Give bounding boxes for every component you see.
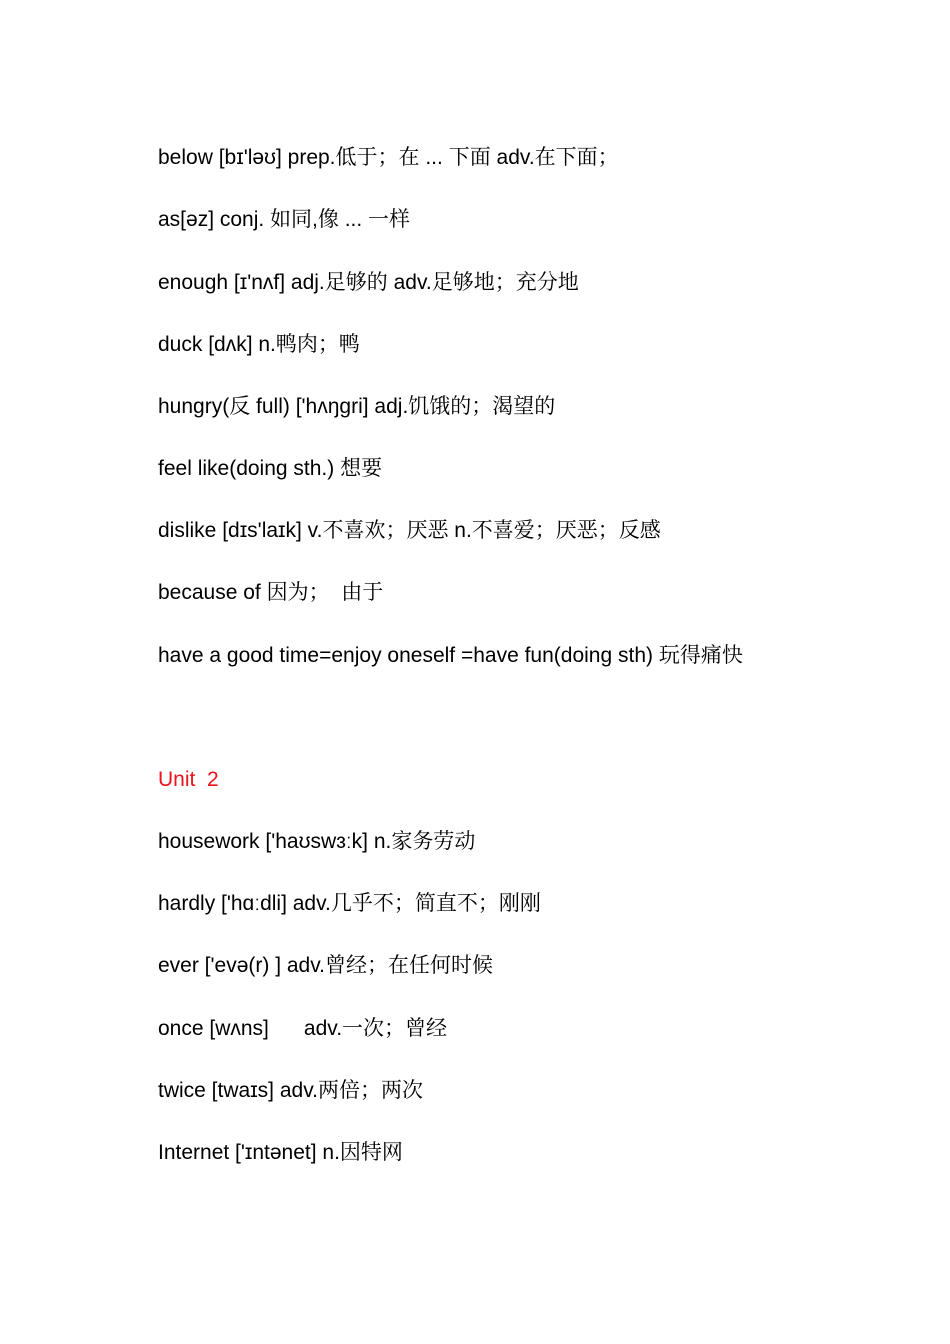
vocab-entry-internet: Internet ['ɪntənet] n.因特网: [158, 1141, 403, 1164]
vocab-entry-enough: enough [ɪ'nʌf] adj.足够的 adv.足够地；充分地: [158, 271, 579, 294]
vocab-entry-ever: ever ['evə(r) ] adv.曾经；在任何时候: [158, 954, 494, 977]
vocab-entry-as: as[əz] conj. 如同,像 ... 一样: [158, 208, 411, 231]
vocab-entry-once: once [wʌns] adv.一次；曾经: [158, 1017, 448, 1040]
vocab-entry-dislike: dislike [dɪs'laɪk] v.不喜欢；厌恶 n.不喜爱；厌恶；反感: [158, 519, 661, 542]
unit-2-heading: Unit 2: [158, 768, 219, 791]
vocab-entry-hardly: hardly ['hɑːdli] adv.几乎不；简直不；刚刚: [158, 892, 541, 915]
vocab-entry-below: below [bɪ'ləʊ] prep.低于；在 ... 下面 adv.在下面；: [158, 146, 619, 169]
vocab-entry-feel-like: feel like(doing sth.) 想要: [158, 457, 383, 480]
vocab-entry-because-of: because of 因为； 由于: [158, 581, 384, 604]
vocab-entry-hungry: hungry(反 full) ['hʌŋgri] adj.饥饿的；渴望的: [158, 395, 556, 418]
vocab-entry-have-a-good-time: have a good time=enjoy oneself =have fun(doing sth) 玩得痛快: [158, 644, 743, 667]
vocab-entry-duck: duck [dʌk] n.鸭肉；鸭: [158, 333, 360, 356]
vocab-entry-housework: housework ['haʊswɜːk] n.家务劳动: [158, 830, 476, 853]
vocab-entry-twice: twice [twaɪs] adv.两倍；两次: [158, 1079, 423, 1102]
